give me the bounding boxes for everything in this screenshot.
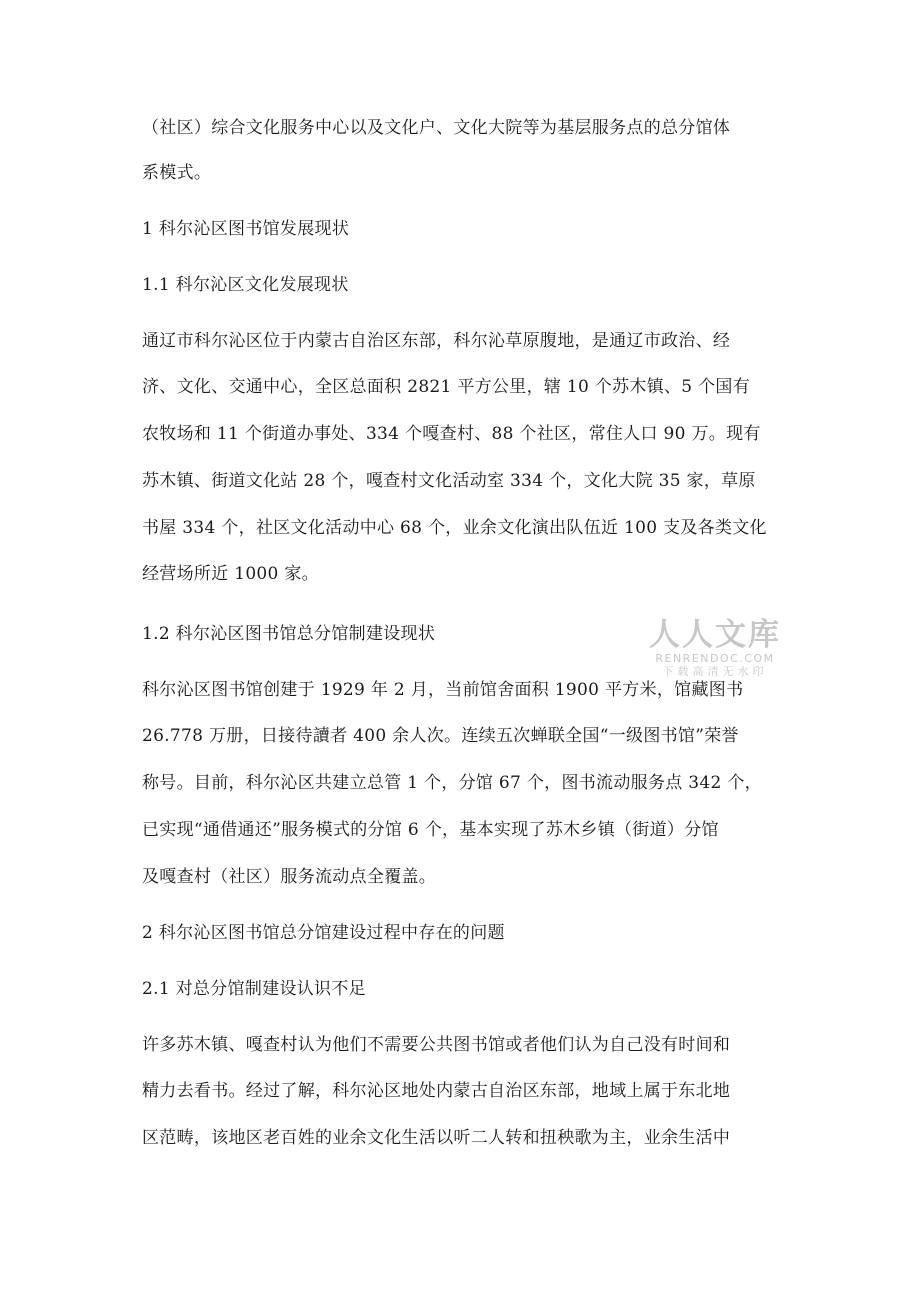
text-line: （社区）综合文化服务中心以及文化户、文化大院等为基层服务点的总分馆体 xyxy=(142,118,731,138)
text-line: 及嘎查村（社区）服务流动点全覆盖。 xyxy=(142,867,437,887)
text-line: 已实现“通借通还”服务模式的分馆 6 个，基本实现了苏木乡镇（街道）分馆 xyxy=(142,820,719,840)
text-line: 苏木镇、街道文化站 28 个，嘎查村文化活动室 334 个，文化大院 35 家，草原 xyxy=(142,471,756,491)
text-line: 济、文化、交通中心，全区总面积 2821 平方公里，辖 10 个苏木镇、5 个国有 xyxy=(142,377,751,397)
text-line: 称号。目前，科尔沁区共建立总管 1 个，分馆 67 个，图书流动服务点 342 个， xyxy=(142,773,762,793)
text-line: 区范畴，该地区老百姓的业余文化生活以听二人转和扭秧歌为主，业余生活中 xyxy=(142,1128,731,1148)
watermark xyxy=(640,618,790,678)
text-line: 许多苏木镇、嘎查村认为他们不需要公共图书馆或者他们认为自己没有时间和 xyxy=(142,1035,731,1055)
section-heading: 1 科尔沁区图书馆发展现状 xyxy=(142,219,350,239)
text-line: 农牧场和 11 个街道办事处、334 个嘎查村、88 个社区，常住人口 90 万。现有 xyxy=(142,424,761,444)
subsection-heading: 1.1 科尔沁区文化发展现状 xyxy=(142,275,349,295)
watermark-title: 人人文库 xyxy=(649,617,781,653)
text-line: 书屋 334 个，社区文化活动中心 68 个，业余文化演出队伍近 100 支及各类文化 xyxy=(142,518,767,538)
watermark-tagline: 下载高清无水印 xyxy=(662,665,768,678)
watermark-url: RENRENDOC.COM xyxy=(655,652,775,665)
text-line: 26.778 万册，日接待讀者 400 余人次。连续五次蝉联全国“一级图书馆”荣誉 xyxy=(142,726,739,746)
text-line: 通辽市科尔沁区位于内蒙古自治区东部，科尔沁草原腹地，是通辽市政治、经 xyxy=(142,331,731,351)
text-line: 系模式。 xyxy=(142,163,212,183)
text-line: 科尔沁区图书馆创建于 1929 年 2 月，当前馆舍面积 1900 平方米，馆藏图书 xyxy=(142,680,744,700)
text-line: 精力去看书。经过了解，科尔沁区地处内蒙古自治区东部，地域上属于东北地 xyxy=(142,1081,731,1101)
subsection-heading: 1.2 科尔沁区图书馆总分馆制建设现状 xyxy=(142,624,436,644)
text-line: 经营场所近 1000 家。 xyxy=(142,564,319,584)
subsection-heading: 2.1 对总分馆制建设认识不足 xyxy=(142,979,366,999)
section-heading: 2 科尔沁区图书馆总分馆建设过程中存在的问题 xyxy=(142,923,505,943)
